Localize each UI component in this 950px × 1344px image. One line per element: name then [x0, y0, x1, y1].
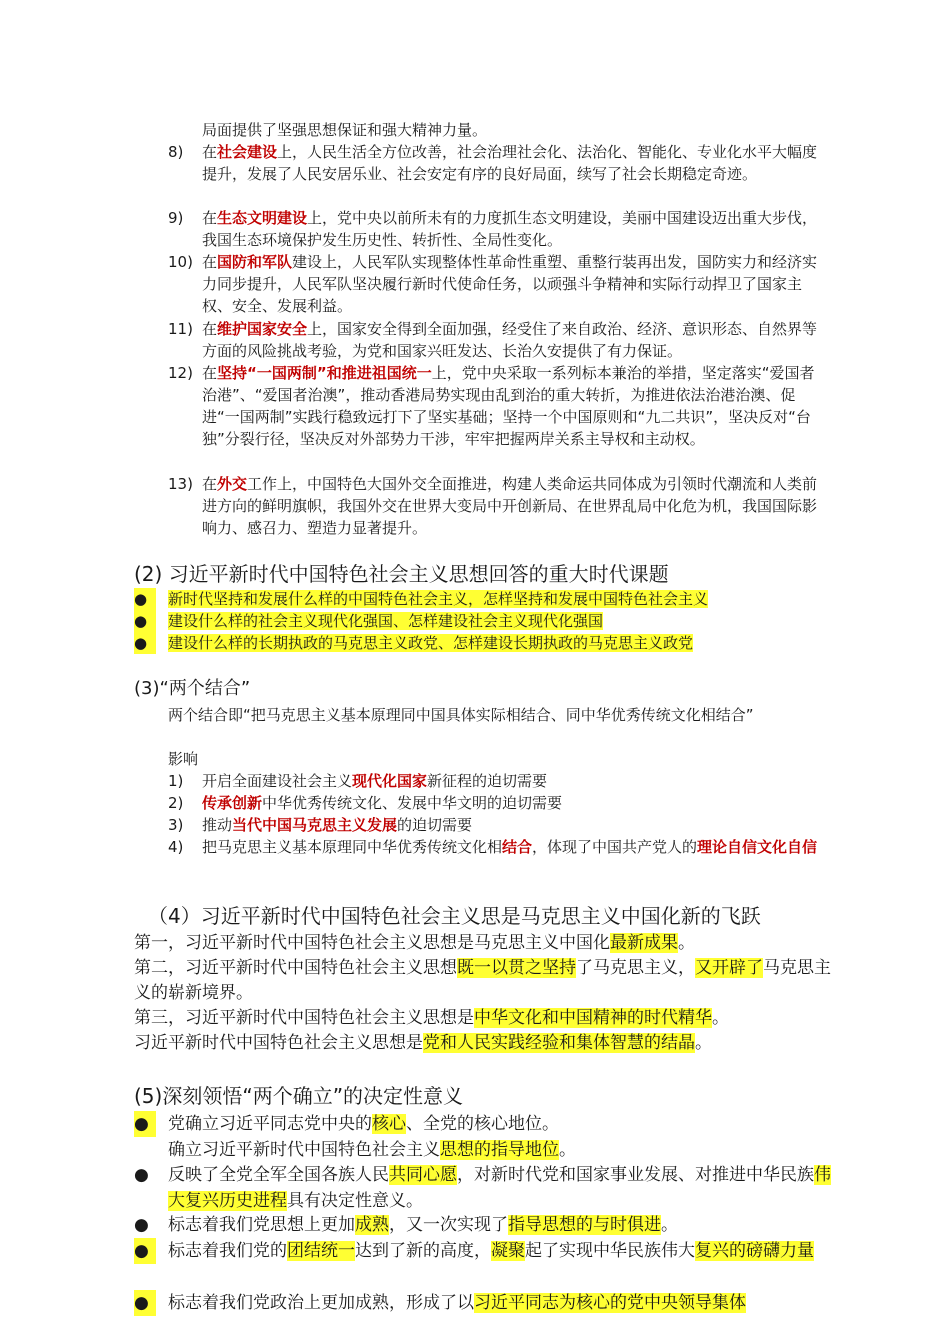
- bullet-item: ● 新时代坚持和发展什么样的中国特色社会主义，怎样坚持和发展中国特色社会主义: [134, 590, 709, 608]
- subheading: 影响: [168, 750, 199, 768]
- list-item: 11) 在维护国家安全上，国家安全得到全面加强，经受住了来自政治、经济、意识形态、自然界等方面的风险挑战考验，为党和国家兴旺发达、长治久安提供了有力保证。: [168, 320, 818, 360]
- bullet-icon: ●: [134, 1215, 149, 1235]
- section-heading: （4）习近平新时代中国特色社会主义思是马克思主义中国化新的飞跃: [148, 904, 761, 928]
- list-item: 10) 在国防和军队建设上，人民军队实现整体性革命性重塑、重整行装再出发，国防实力和经济实力同步提升，人民军队坚决履行新时代使命任务，以顽强斗争精神和实际行动捍卫了国家主权、安全、发展利益。: [168, 253, 818, 315]
- bullet-item: ● 党确立习近平同志党中央的核心、全党的核心地位。 确立习近平新时代中国特色社会主义思想的指导地位。: [134, 1111, 834, 1163]
- list-item: 3) 推动当代中国马克思主义发展的迫切需要: [168, 816, 473, 834]
- key-term: 生态文明建设: [217, 209, 308, 227]
- bullet-icon: ●: [134, 610, 156, 632]
- list-item: 4) 把马克思主义基本原理同中华优秀传统文化相结合，体现了中国共产党人的理论自信文化自信: [168, 838, 818, 856]
- bullet-icon: ●: [134, 632, 156, 654]
- bullet-item: ● 标志着我们党的团结统一达到了新的高度，凝聚起了实现中华民族伟大复兴的磅礴力量: [134, 1238, 834, 1264]
- list-item: 13) 在外交工作上，中国特色大国外交全面推进，构建人类命运共同体成为引领时代潮流和人类前进方向的鲜明旗帜，我国外交在世界大变局中开创新局、在世界乱局中化危为机，我国国际影响力、感召力、塑造力显著提升。: [168, 475, 818, 537]
- item-number: 8): [168, 143, 184, 161]
- key-term: 国防和军队: [217, 253, 293, 271]
- bullet-item: ● 建设什么样的社会主义现代化强国、怎样建设社会主义现代化强国: [134, 612, 604, 630]
- section-heading: (2) 习近平新时代中国特色社会主义思想回答的重大时代课题: [134, 562, 669, 586]
- paragraph: 第二，习近平新时代中国特色社会主义思想既一以贯之坚持了马克思主义，又开辟了马克思主义的崭新境界。: [134, 958, 831, 1003]
- list-item: 8) 在社会建设上，人民生活全方位改善，社会治理社会化、法治化、智能化、专业化水平大幅度提升，发展了人民安居乐业、社会安定有序的良好局面，续写了社会长期稳定奇迹。: [168, 143, 818, 183]
- paragraph: 第一，习近平新时代中国特色社会主义思想是马克思主义中国化最新成果。: [134, 933, 695, 953]
- bullet-icon: ●: [134, 1111, 156, 1137]
- key-term: 坚持“一国两制”和推进祖国统一: [217, 364, 432, 382]
- bullet-item: ● 标志着我们党思想上更加成熟，又一次实现了指导思想的与时俱进。: [134, 1212, 834, 1238]
- definition-text: 两个结合即“把马克思主义基本原理同中国具体实际相结合、同中华优秀传统文化相结合”: [168, 706, 754, 724]
- bullet-icon: ●: [134, 1165, 149, 1185]
- list-item: 2) 传承创新中华优秀传统文化、发展中华文明的迫切需要: [168, 794, 563, 812]
- list-item: 12) 在坚持“一国两制”和推进祖国统一上，党中央采取一系列标本兼治的举措，坚定落实“爱国者治港”、“爱国者治澳”，推动香港局势实现由乱到治的重大转折，为推进依法治港治澳、促进“一国两制”实践行稳致远打下了坚实基础；坚持一个中国原则和“九二共识”，坚决反对“台独”分裂行径，坚决反对外部势力干涉，牢牢把握两岸关系主导权和主动权。: [168, 364, 815, 448]
- bullet-icon: ●: [134, 1238, 156, 1264]
- item-number: 13): [168, 475, 193, 493]
- list-item: 1) 开启全面建设社会主义现代化国家新征程的迫切需要: [168, 772, 548, 790]
- key-term: 外交: [217, 475, 248, 493]
- bullet-item: ● 反映了全党全军全国各族人民共同心愿，对新时代党和国家事业发展、对推进中华民族伟大复兴历史进程具有决定性意义。: [134, 1162, 834, 1214]
- paragraph: 第三，习近平新时代中国特色社会主义思想是中华文化和中国精神的时代精华。: [134, 1008, 729, 1028]
- bullet-icon: ●: [134, 588, 156, 610]
- section-heading: (3)“两个结合”: [134, 678, 251, 699]
- paragraph: 习近平新时代中国特色社会主义思想是党和人民实践经验和集体智慧的结晶。: [134, 1033, 712, 1053]
- bullet-item: ● 标志着我们党政治上更加成熟，形成了以习近平同志为核心的党中央领导集体: [134, 1290, 834, 1316]
- key-term: 维护国家安全: [217, 320, 308, 338]
- bullet-icon: ●: [134, 1290, 156, 1316]
- bullet-item: ● 建设什么样的长期执政的马克思主义政党、怎样建设长期执政的马克思主义政党: [134, 634, 694, 652]
- section-heading: (5)深刻领悟“两个确立”的决定性意义: [134, 1084, 464, 1108]
- key-term: 社会建设: [217, 143, 278, 161]
- item-number: 9): [168, 209, 184, 227]
- item-number: 12): [168, 364, 193, 382]
- list-item: 9) 在生态文明建设上，党中央以前所未有的力度抓生态文明建设，美丽中国建设迈出重大步伐，我国生态环境保护发生历史性、转折性、全局性变化。: [168, 209, 818, 249]
- item-number: 10): [168, 253, 193, 271]
- item-number: 11): [168, 320, 193, 338]
- continuation-text: 局面提供了坚强思想保证和强大精神力量。: [202, 121, 488, 139]
